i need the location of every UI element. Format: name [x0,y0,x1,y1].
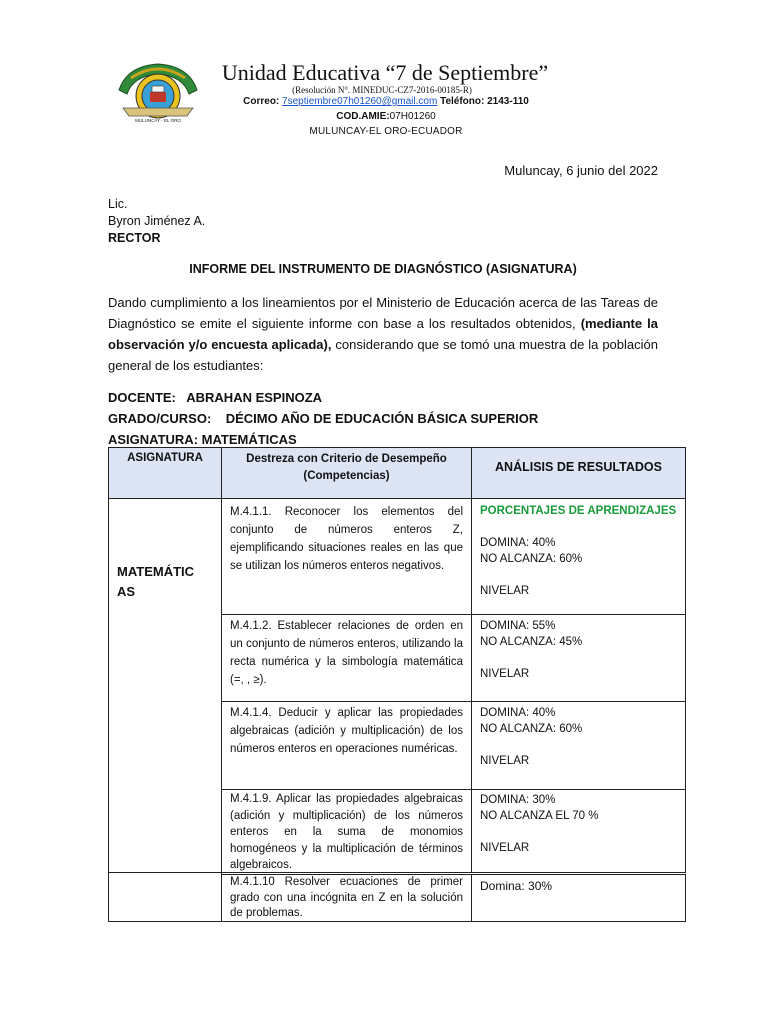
no-alcanza-value: NO ALCANZA: 60% [480,553,583,565]
location-line: MULUNCAY-EL ORO-ECUADOR [309,126,463,137]
no-alcanza-value: NO ALCANZA EL 70 % [480,810,599,822]
docente-label: DOCENTE: [108,390,176,405]
grado-line [108,408,538,429]
result-cell [471,614,686,702]
result-cell [471,789,686,873]
domina-value: DOMINA: 30% [480,794,556,806]
grado-value: DÉCIMO AÑO DE EDUCACIÓN BÁSICA SUPERIOR [225,411,539,426]
docente-line [108,387,538,408]
no-alcanza-value: NO ALCANZA: 60% [480,723,583,735]
domina-value: DOMINA: 40% [480,537,556,549]
status-value: NIVELAR [480,755,530,767]
logo-caption: MULUNCAY - EL ORO [135,118,181,123]
recipient-title: Lic. [108,197,128,211]
header-destreza: Destreza con Criterio de Desempeño (Competencias) [221,447,472,499]
recipient-role: RECTOR [108,231,161,245]
domina-value: Domina: 30% [480,879,553,893]
intro-paragraph [108,292,658,376]
intro-bold: (mediante la observación y/o encuesta aplicada), [108,316,658,352]
status-value: NIVELAR [480,668,530,680]
phone-label: Teléfono: [440,96,485,107]
result-cell [471,701,686,790]
school-logo [117,60,199,124]
docente-name: ABRAHAN ESPINOZA [186,390,323,405]
amie-line [206,111,566,122]
subject-cell [108,498,222,873]
skill-cell: M.4.1.10 Resolver ecuaciones de primer grado con una incógnita en Z en la solución de problemas. [221,874,472,922]
asignatura-line: ASIGNATURA: MATEMÁTICAS [108,432,297,447]
result-cell [471,498,686,615]
intro-text-2: considerando que se tomó una muestra de la población general de los estudiantes: [108,337,658,373]
resolution-number: (Resolución N°. MINEDUC-CZ7-2016-00185-R) [292,85,472,95]
domina-value: DOMINA: 55% [480,620,556,632]
results-table [108,447,685,922]
amie-label: COD.AMIE: [336,111,390,122]
amie-code: 07H01260 [389,111,436,122]
skill-cell: M.4.1.1. Reconocer los elementos del conjunto de números enteros Z, ejemplificando situaciones reales en las que se utilizan los números enteros negativos. [221,498,472,615]
school-title: Unidad Educativa “7 de Septiembre” [221,60,549,85]
intro-text-1: Dando cumplimiento a los lineamientos por el Ministerio de Educación acerca de las Tareas de Diagnóstico se emite el siguiente informe con base a los resultados obtenidos, [108,295,658,331]
teacher-info [108,387,538,450]
domina-value: DOMINA: 40% [480,707,556,719]
header-analisis: ANÁLISIS DE RESULTADOS [471,447,686,499]
subject-cell-empty [108,872,222,922]
skill-cell: M.4.1.9. Aplicar las propiedades algebraicas (adición y multiplicación) de los números enteros en la suma de monomios homogéneos y la multiplicación de términos algebraicos. [221,789,472,873]
percent-heading: PORCENTAJES DE APRENDIZAJES [480,505,677,517]
header-asignatura: ASIGNATURA [108,447,222,499]
skill-cell: M.4.1.4. Deducir y aplicar las propiedades algebraicas (adición y multiplicación) de los números enteros en operaciones numéricas. [221,701,472,790]
no-alcanza-value: NO ALCANZA: 45% [480,636,583,648]
grado-label: GRADO/CURSO: [108,411,212,426]
date-line: Muluncay, 6 junio del 2022 [504,163,658,178]
recipient-name: Byron Jiménez A. [108,214,206,228]
subject-label: MATEMÁTICAS [117,564,195,599]
report-title: INFORME DEL INSTRUMENTO DE DIAGNÓSTICO (ASIGNATURA) [189,262,577,276]
status-value: NIVELAR [480,585,530,597]
email-link[interactable]: 7septiembre07h01260@gmail.com [282,96,438,107]
result-cell [471,874,686,922]
phone-number: 2143-110 [487,96,529,107]
recipient-block [108,196,205,247]
contact-line [206,96,566,107]
skill-cell: M.4.1.2. Establecer relaciones de orden en un conjunto de números enteros, utilizando la recta numérica y la simbología matemática (=, , ≥). [221,614,472,702]
email-label: Correo: [243,96,280,107]
status-value: NIVELAR [480,842,530,854]
